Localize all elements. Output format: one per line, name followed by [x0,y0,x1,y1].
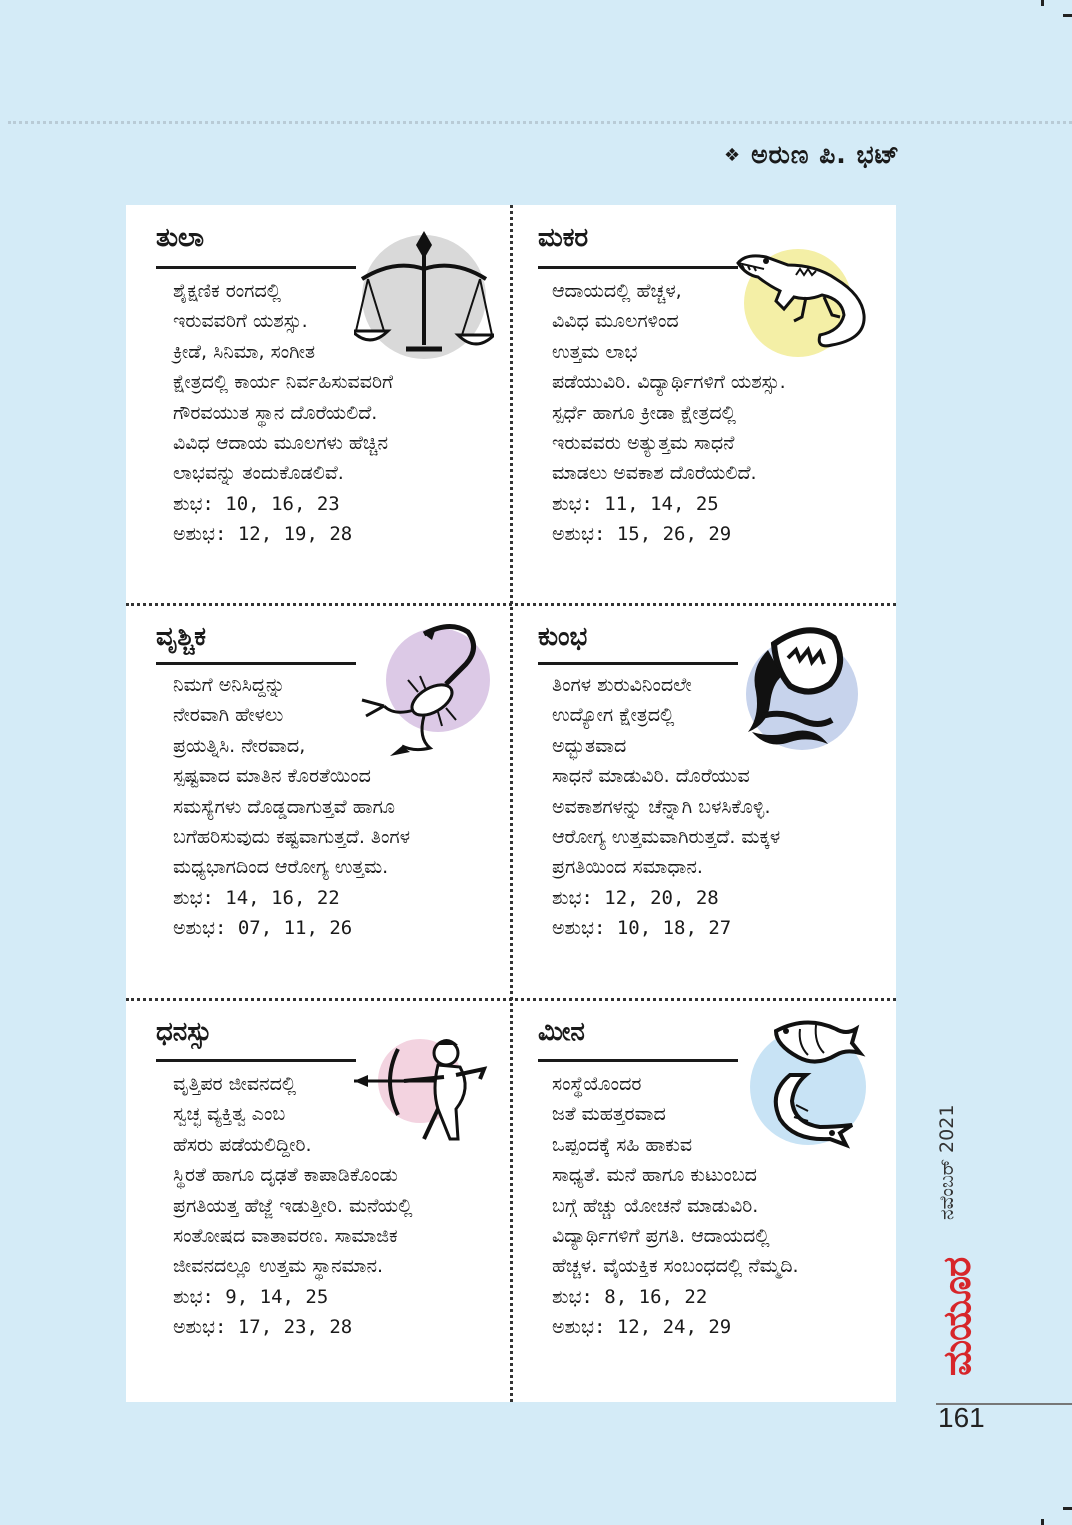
prediction-line: ಆದಾಯದಲ್ಲಿ ಹೆಚ್ಚಳ, [552,280,682,302]
prediction-line: ಸ್ವಚ್ಛ ವ್ಯಕ್ತಿತ್ವ ಎಂಬ [173,1103,286,1126]
prediction-line: ಹೆಚ್ಚಳ. ವೈಯಕ್ತಿಕ ಸಂಬಂಧದಲ್ಲಿ ನೆಮ್ಮದಿ. [552,1255,799,1278]
sign-card-vrischika [126,606,511,998]
prediction-line: ಲಾಭವನ್ನು ತಂದುಕೊಡಲಿವೆ. [173,462,344,485]
prediction-line: ಇರುವವರು ಅತ್ಯುತ್ತಮ ಸಾಧನೆ [552,432,735,455]
prediction-line: ಬಗ್ಗೆ ಹೆಚ್ಚು ಯೋಚನೆ ಮಾಡುವಿರಿ. [552,1194,759,1217]
sign-title: ಧನಸ್ಸು [156,1017,212,1047]
prediction-text [173,1069,413,1343]
prediction-line: ಸಾಧನೆ ಮಾಡುವಿರಿ. ದೊರೆಯುವ [552,765,750,788]
prediction-line: ಮಾಡಲು ಅವಕಾಶ ದೊರೆಯಲಿದೆ. [552,462,757,485]
lucky-days: ಶುಭ: 11, 14, 25 [552,492,719,515]
prediction-line: ವಿವಿಧ ಆದಾಯ ಮೂಲಗಳು ಹೆಚ್ಚಿನ [173,432,389,455]
prediction-line: ಸಮಸ್ಯೆಗಳು ದೊಡ್ಡದಾಗುತ್ತವೆ ಹಾಗೂ [173,795,395,818]
issue-date: ನವೆಂಬರ್ 2021 [936,1104,958,1220]
prediction-line: ನಿಮಗೆ ಅನಿಸಿದ್ದನ್ನು [173,674,286,696]
top-dotted-divider [8,121,1072,124]
sign-title: ತುಲಾ [156,223,205,253]
unlucky-days: ಅಶುಭ: 07, 11, 26 [173,917,353,940]
sign-card-dhanassu [126,1001,511,1402]
prediction-text [552,670,780,944]
prediction-line: ಪಡೆಯುವಿರಿ. ವಿದ್ಯಾರ್ಥಿಗಳಿಗೆ ಯಶಸ್ಸು. [552,371,786,394]
prediction-line: ಅವಕಾಶಗಳನ್ನು ಚೆನ್ನಾಗಿ ಬಳಸಿಕೊಳ್ಳಿ. [552,795,771,818]
prediction-line: ಜೀವನದಲ್ಲೂ ಉತ್ತಮ ಸ್ಥಾನಮಾನ. [173,1255,384,1278]
prediction-line: ಉದ್ಯೋಗ ಕ್ಷೇತ್ರದಲ್ಲಿ [552,704,675,727]
sign-card-tula [126,205,511,603]
sign-card-makara [512,205,896,603]
crop-mark [1041,0,1044,6]
prediction-line: ಕ್ರೀಡೆ, ಸಿನಿಮಾ, ಸಂಗೀತ [173,340,316,363]
prediction-line: ಸಂತೋಷದ ವಾತಾವರಣ. ಸಾಮಾಜಿಕ [173,1225,398,1248]
prediction-line: ಪ್ರಗತಿಯಿಂದ ಸಮಾಧಾನ. [552,856,703,879]
lucky-days: ಶುಭ: 14, 16, 22 [173,886,340,909]
sign-card-meena [512,1001,896,1402]
prediction-line: ಸ್ಪಷ್ಟವಾದ ಮಾತಿನ ಕೊರತೆಯಿಂದ [173,765,371,788]
prediction-line: ನೇರವಾಗಿ ಹೇಳಲು [173,704,284,727]
prediction-line: ಗೌರವಯುತ ಸ್ಥಾನ ದೊರೆಯಲಿದೆ. [173,401,378,424]
prediction-line: ಸಾಧ್ಯತೆ. ಮನೆ ಹಾಗೂ ಕುಟುಂಬದ [552,1164,757,1187]
prediction-line: ಆರೋಗ್ಯ ಉತ್ತಮವಾಗಿರುತ್ತದೆ. ಮಕ್ಕಳ [552,826,781,849]
unlucky-days: ಅಶುಭ: 15, 26, 29 [552,523,732,546]
prediction-line: ಉತ್ತಮ ಲಾಭ [552,340,638,363]
title-rule [156,1059,356,1062]
sign-title: ಮಕರ [538,223,589,253]
lucky-days: ಶುಭ: 12, 20, 28 [552,886,719,909]
prediction-line: ಪ್ರಗತಿಯತ್ತ ಹೆಜ್ಜೆ ಇಡುತ್ತೀರಿ. ಮನೆಯಲ್ಲಿ [173,1194,413,1217]
prediction-line: ಅದ್ಭುತವಾದ [552,734,627,757]
title-rule [156,662,356,665]
prediction-line: ಜತೆ ಮಹತ್ತರವಾದ [552,1103,666,1126]
prediction-line: ವಿದ್ಯಾರ್ಥಿಗಳಿಗೆ ಪ್ರಗತಿ. ಆದಾಯದಲ್ಲಿ [552,1225,770,1248]
author-name: ಅರುಣ ಪಿ. ಭಟ್ [751,140,900,169]
unlucky-days: ಅಶುಭ: 12, 24, 29 [552,1316,732,1339]
prediction-line: ಕ್ಷೇತ್ರದಲ್ಲಿ ಕಾರ್ಯ ನಿರ್ವಹಿಸುವವರಿಗೆ [173,371,394,394]
unlucky-days: ಅಶುಭ: 10, 18, 27 [552,917,732,940]
prediction-line: ಒಪ್ಪಂದಕ್ಕೆ ಸಹಿ ಹಾಕುವ [552,1133,693,1156]
title-rule [538,1059,738,1062]
prediction-line: ಹೆಸರು ಪಡೆಯಲಿದ್ದೀರಿ. [173,1133,312,1156]
prediction-line: ಶೈಕ್ಷಣಿಕ ರಂಗದಲ್ಲಿ [173,280,282,302]
prediction-line: ವೃತ್ತಿಪರ ಜೀವನದಲ್ಲಿ [173,1073,297,1095]
crop-mark [1063,1507,1072,1510]
lucky-days: ಶುಭ: 10, 16, 23 [173,492,340,515]
diamond-bullet-icon: ❖ [724,145,742,166]
prediction-line: ತಿಂಗಳ ಶುರುವಿನಿಂದಲೇ [552,674,692,696]
prediction-line: ಸಂಸ್ಥೆಯೊಂದರ [552,1073,642,1095]
prediction-line: ಮಧ್ಯಭಾಗದಿಂದ ಆರೋಗ್ಯ ಉತ್ತಮ. [173,856,389,879]
prediction-text [173,276,393,550]
prediction-line: ವಿವಿಧ ಮೂಲಗಳಿಂದ [552,310,679,333]
prediction-line: ಬಗೆಹರಿಸುವುದು ಕಷ್ಟವಾಗುತ್ತದೆ. ತಿಂಗಳ [173,826,411,849]
lucky-days: ಶುಭ: 9, 14, 25 [173,1285,329,1308]
magazine-logo: ಮಯೂರ [935,1257,979,1376]
title-rule [538,266,738,269]
sign-title: ಕುಂಭ [538,622,588,652]
prediction-line: ಸ್ಥಿರತೆ ಹಾಗೂ ದೃಢತೆ ಕಾಪಾಡಿಕೊಂಡು [173,1164,398,1187]
prediction-line: ಸ್ಪರ್ಧೆ ಹಾಗೂ ಕ್ರೀಡಾ ಕ್ಷೇತ್ರದಲ್ಲಿ [552,401,737,424]
author-byline [724,140,900,170]
unlucky-days: ಅಶುಭ: 12, 19, 28 [173,523,353,546]
sign-title: ಮೀನ [538,1017,585,1047]
crop-mark [1041,1519,1044,1525]
prediction-text [173,670,410,944]
prediction-text [552,276,786,550]
page-number: 161 [938,1402,985,1433]
prediction-line: ಪ್ರಯತ್ನಿಸಿ. ನೇರವಾದ, [173,734,306,757]
crop-mark [1063,14,1072,17]
title-rule [538,662,738,665]
sign-card-kumbha [512,606,896,998]
unlucky-days: ಅಶುಭ: 17, 23, 28 [173,1316,353,1339]
prediction-line: ಇರುವವರಿಗೆ ಯಶಸ್ಸು. [173,310,308,333]
sign-title: ವೃಶ್ಚಿಕ [156,622,206,652]
prediction-text [552,1069,799,1343]
title-rule [156,266,356,269]
lucky-days: ಶುಭ: 8, 16, 22 [552,1285,708,1308]
